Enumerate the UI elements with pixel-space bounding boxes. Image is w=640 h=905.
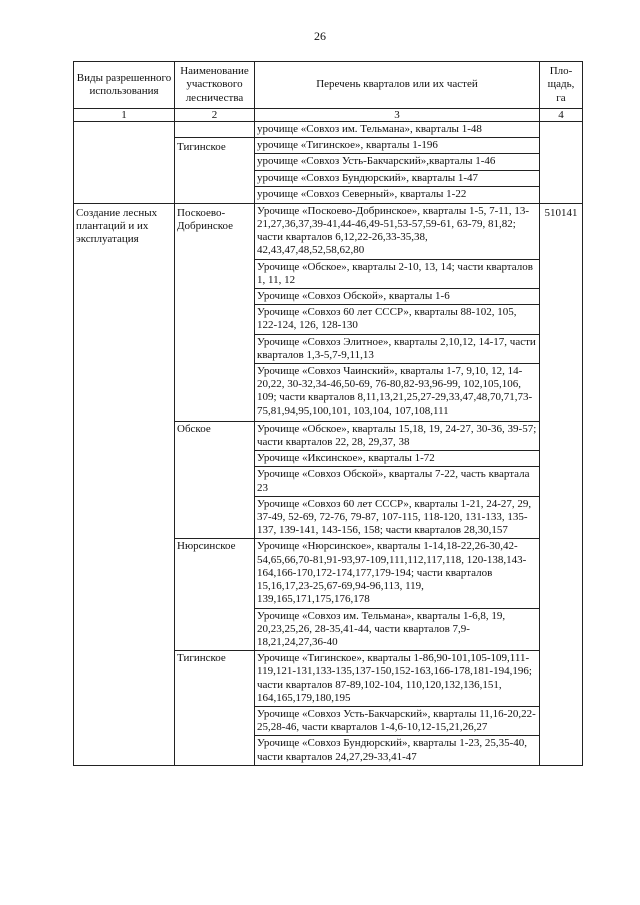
col-number-1: 1 xyxy=(74,109,175,122)
header-area: Пло-щадь, га xyxy=(540,62,583,109)
quarters-cell: Урочище «Совхоз Усть-Бакчарский», кварталы 11,16-20,22-25,28-46, части кварталов 1-4,6-10,12-15,21,26,27 xyxy=(255,706,540,735)
forestry-cell: Тигинское xyxy=(175,138,255,204)
forestry-cell: Поскоево-Добринское xyxy=(175,203,255,421)
quarters-cell: Урочище «Совхоз Обской», кварталы 1-6 xyxy=(255,289,540,305)
forestry-cell: Нюрсинское xyxy=(175,539,255,651)
col-number-2: 2 xyxy=(175,109,255,122)
forestry-cell: Тигинское xyxy=(175,651,255,766)
quarters-cell: Урочище «Иксинское», кварталы 1-72 xyxy=(255,451,540,467)
col-number-4: 4 xyxy=(540,109,583,122)
quarters-cell: Урочище «Тигинское», кварталы 1-86,90-101,105-109,111-119,121-131,133-135,137-150,152-163,166-178,181-194,196; части кварталов 87-89,102-104, 110,120,132,136,151, 164,165,179,180,195 xyxy=(255,651,540,707)
quarters-cell: урочище «Совхоз им. Тельмана», кварталы 1-48 xyxy=(255,122,540,138)
quarters-cell: урочище «Тигинское», кварталы 1-196 xyxy=(255,138,540,154)
area-cell: 510141 xyxy=(540,203,583,765)
forest-quarters-table xyxy=(73,61,583,766)
quarters-cell: урочище «Совхоз Северный», кварталы 1-22 xyxy=(255,186,540,203)
quarters-cell: Урочище «Совхоз Элитное», кварталы 2,10,12, 14-17, части кварталов 1,3-5,7-9,11,13 xyxy=(255,334,540,363)
column-number-row xyxy=(74,109,583,122)
quarters-cell: Урочище «Обское», кварталы 15,18, 19, 24-27, 30-36, 39-57; части кварталов 22, 28, 29,37, 38 xyxy=(255,421,540,450)
quarters-cell: Урочище «Нюрсинское», кварталы 1-14,18-22,26-30,42-54,65,66,70-81,91-93,97-109,111,112,117,118, 120-138,143-164,166-170,172-174,177,179-194; части кварталов 15,16,17,23-25,67-69,94-96,113, 119, 139,165,171,175,176,178 xyxy=(255,539,540,608)
table-header-row xyxy=(74,62,583,109)
quarters-cell: Урочище «Совхоз Чаинский», кварталы 1-7, 9,10, 12, 14-20,22, 30-32,34-46,50-69, 76-80,82-93,96-99, 102,105,106, 109; части кварталов 8,11,13,21,25,27-29,33,47,48,70,71,73-75,81,94,95,100,101, 103,104, 107,108,111 xyxy=(255,364,540,422)
quarters-cell: Урочище «Совхоз Бундюрский», кварталы 1-23, 25,35-40, части кварталов 24,27,29-33,41-47 xyxy=(255,736,540,765)
quarters-cell: Урочище «Обское», кварталы 2-10, 13, 14; части кварталов 1, 11, 12 xyxy=(255,259,540,288)
forestry-cell: Обское xyxy=(175,421,255,539)
use-type-cell xyxy=(74,122,175,204)
header-quarters: Перечень кварталов или их частей xyxy=(255,62,540,109)
quarters-cell: Урочище «Совхоз Обской», кварталы 7-22, часть квартала 23 xyxy=(255,467,540,496)
col-number-3: 3 xyxy=(255,109,540,122)
header-forestry: Наименование участкового лесничества xyxy=(175,62,255,109)
quarters-cell: Урочище «Совхоз 60 лет СССР», кварталы 1-21, 24-27, 29, 37-49, 52-69, 72-76, 79-87, 107-115, 118-120, 131-133, 135-137, 139-141, 143-156, 158; части кварталов 28,30,157 xyxy=(255,496,540,539)
area-cell xyxy=(540,122,583,204)
page-number: 26 xyxy=(314,29,326,43)
quarters-cell: урочище «Совхоз Бундюрский», кварталы 1-47 xyxy=(255,170,540,186)
table-row xyxy=(74,203,583,259)
table-row xyxy=(74,122,583,138)
quarters-cell: урочище «Совхоз Усть-Бакчарский»,кварталы 1-46 xyxy=(255,154,540,170)
header-use-type: Виды разрешенного использования xyxy=(74,62,175,109)
quarters-cell: Урочище «Поскоево-Добринское», кварталы 1-5, 7-11, 13-21,27,36,37,39-41,44-46,49-51,53-57,59-61, 63-79, 81,82; части кварталов 6,12,22-26,33-35,38, 42,43,47,48,52,58,62,80 xyxy=(255,203,540,259)
use-type-cell: Создание лесных плантаций и их эксплуатация xyxy=(74,203,175,765)
quarters-cell: Урочище «Совхоз им. Тельмана», кварталы 1-6,8, 19, 20,23,25,26, 28-35,41-44, части кварталов 7,9-18,21,24,27,36-40 xyxy=(255,608,540,651)
quarters-cell: Урочище «Совхоз 60 лет СССР», кварталы 88-102, 105, 122-124, 126, 128-130 xyxy=(255,305,540,334)
forestry-cell xyxy=(175,122,255,138)
